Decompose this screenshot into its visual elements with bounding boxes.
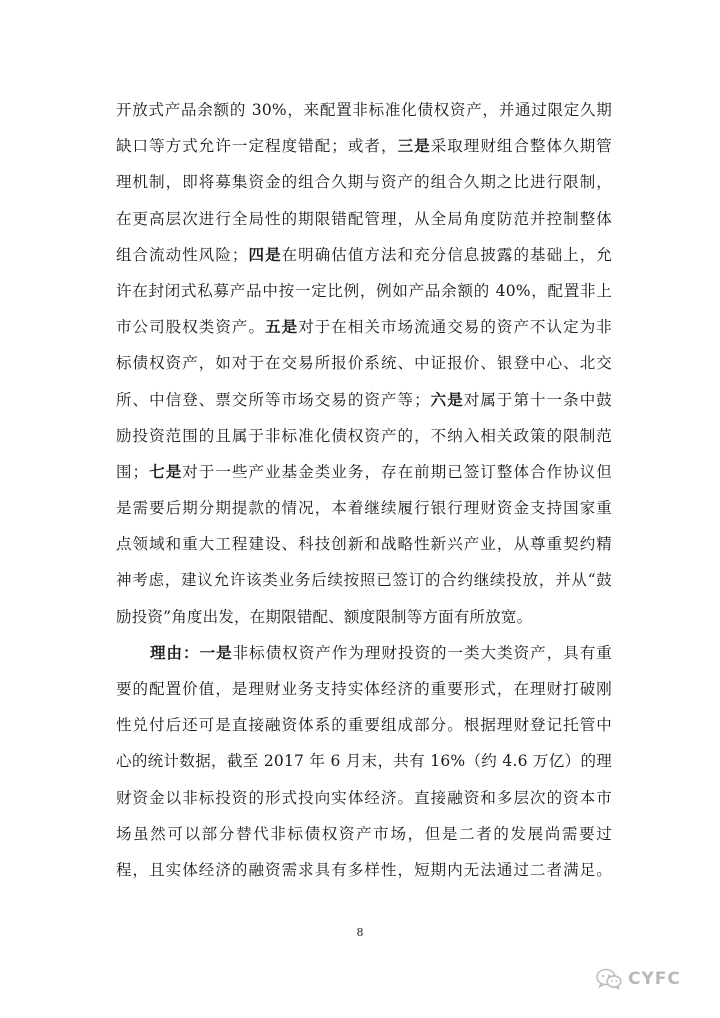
bold-term: 一是 xyxy=(199,642,233,662)
text-line xyxy=(116,743,612,779)
text-segment: 点领域和重大工程建设、科技创新和战略性新兴产业，从尊重契约精 xyxy=(116,535,612,554)
text-line xyxy=(116,599,612,635)
text-segment: 对于一些产业基金类业务，存在前期已签订整体合作协议但 xyxy=(182,462,613,481)
text-line xyxy=(116,852,612,888)
text-segment: 财资金以非标投资的形式投向实体经济。直接融资和多层次的资本市 xyxy=(116,788,612,807)
text-line xyxy=(116,635,612,671)
text-line xyxy=(116,671,612,707)
bold-term: 三是 xyxy=(397,136,431,156)
text-line xyxy=(116,309,612,345)
text-segment: 对属于第十一条中鼓 xyxy=(463,390,612,409)
text-segment: 程，且实体经济的融资需求具有多样性，短期内无法通过二者满足。 xyxy=(116,860,612,879)
text-segment: 要的配置价值，是理财业务支持实体经济的重要形式，在理财打破刚 xyxy=(116,680,612,698)
text-line xyxy=(116,562,612,598)
text-line xyxy=(116,816,612,852)
text-line xyxy=(116,526,612,562)
text-segment: 许在封闭式私募产品中按一定比例，例如产品余额的 40%，配置非上 xyxy=(116,281,612,300)
watermark-text: CYFC xyxy=(628,969,681,989)
text-segment: 励投资”角度出发，在期限错配、额度限制等方面有所放宽。 xyxy=(116,607,533,626)
text-segment: 围； xyxy=(116,462,149,481)
text-segment: 市公司股权类资产。 xyxy=(116,318,266,337)
text-segment: 所、中信登、票交所等市场交易的资产等； xyxy=(116,390,430,409)
bold-term: 六是 xyxy=(429,389,464,409)
text-line xyxy=(116,128,612,164)
text-segment: 是需要后期分期提款的情况，本着继续履行银行理财资金支持国家重 xyxy=(116,499,612,518)
text-segment: 神考虑，建议允许该类业务后续按照已签订的合约继续投放，并从“鼓 xyxy=(116,571,612,590)
wechat-icon xyxy=(596,968,622,990)
text-line xyxy=(116,707,612,743)
text-line xyxy=(116,382,612,418)
bold-term: 五是 xyxy=(265,317,299,337)
text-line xyxy=(116,164,612,200)
page-number: 8 xyxy=(356,926,364,939)
text-line xyxy=(116,273,612,309)
text-segment: 性兑付后还可是直接融资体系的重要组成部分。根据理财登记托管中 xyxy=(116,716,612,735)
text-line xyxy=(116,780,612,816)
text-segment: 对于在相关市场流通交易的资产不认定为非 xyxy=(298,318,612,337)
text-segment: 励投资范围的且属于非标准化债权资产的，不纳入相关政策的限制范 xyxy=(116,426,612,445)
text-line xyxy=(116,237,612,273)
text-segment: 在明确估值方法和充分信息披露的基础上，允 xyxy=(281,245,612,264)
text-line xyxy=(116,201,612,237)
text-segment: 缺口等方式允许一定程度错配；或者， xyxy=(116,137,398,156)
text-line xyxy=(116,92,612,128)
text-segment: 非标债权资产作为理财投资的一类大类资产，具有重 xyxy=(232,643,612,662)
text-line xyxy=(116,454,612,490)
text-line xyxy=(116,490,612,526)
text-segment: 组合流动性风险； xyxy=(116,245,248,264)
text-segment: 理机制，即将募集资金的组合久期与资产的组合久期之比进行限制， xyxy=(116,173,612,192)
watermark xyxy=(596,968,681,990)
text-segment: 心的统计数据，截至 2017 年 6 月末，共有 16%（约 4.6 万亿）的理 xyxy=(116,752,612,771)
text-segment: 采取理财组合整体久期管 xyxy=(430,137,613,156)
body-text xyxy=(116,92,612,888)
text-segment: 标债权资产，如对于在交易所报价系统、中证报价、银登中心、北交 xyxy=(116,354,612,373)
text-line xyxy=(116,418,612,454)
bold-term: 四是 xyxy=(247,244,282,264)
text-line xyxy=(116,345,612,381)
text-segment: 在更高层次进行全局性的期限错配管理，从全局角度防范并控制整体 xyxy=(116,209,612,228)
bold-term: 理由： xyxy=(150,642,200,662)
bold-term: 七是 xyxy=(148,461,183,481)
text-segment: 开放式产品余额的 30%，来配置非标准化债权资产，并通过限定久期 xyxy=(116,101,612,119)
text-segment: 场虽然可以部分替代非标债权资产市场，但是二者的发展尚需要过 xyxy=(116,824,612,843)
